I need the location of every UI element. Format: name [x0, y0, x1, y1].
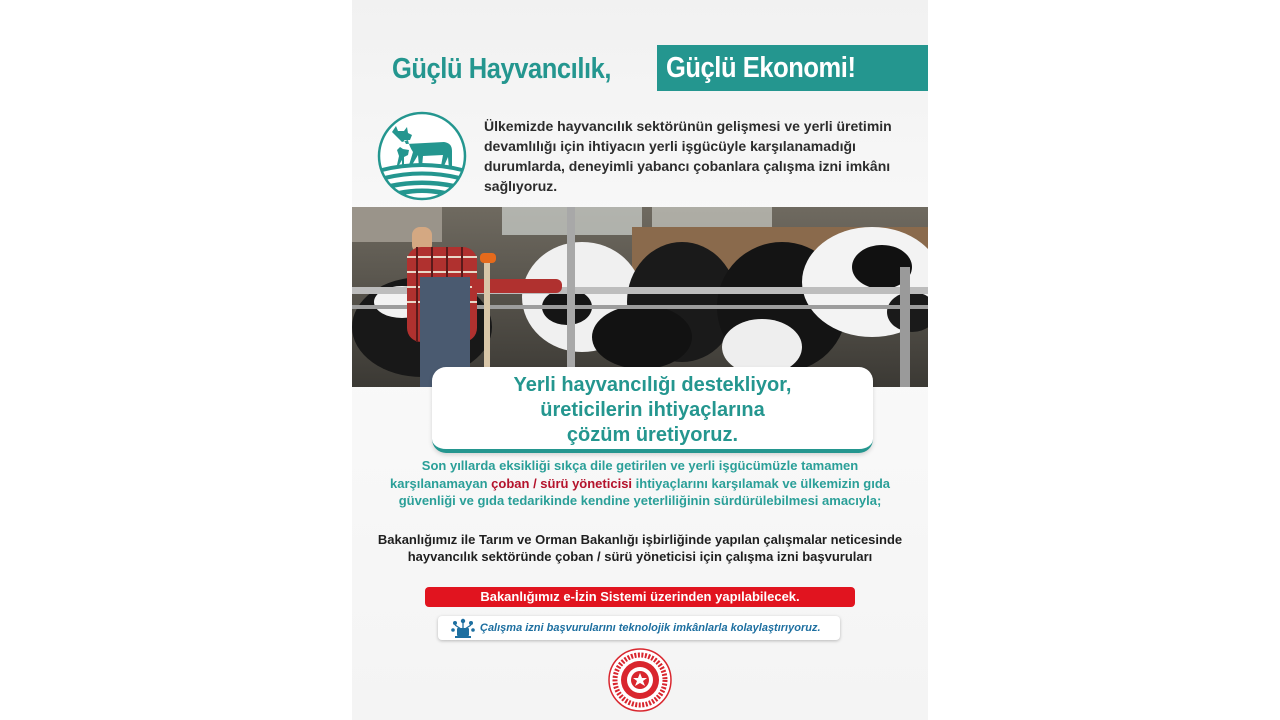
- ministry-seal-icon: [608, 648, 672, 712]
- dark-paragraph: Bakanlığımız ile Tarım ve Orman Bakanlığı işbirliğinde yapılan çalışmalar neticesinde hayvancılık sektöründe çoban / sürü yöneticisi için çalışma izni başvuruları: [377, 532, 903, 564]
- farmer-with-cows-photo: [352, 207, 928, 387]
- teal-paragraph-emphasis: çoban / sürü yöneticisi: [491, 475, 633, 491]
- tech-note: [438, 616, 840, 640]
- teal-paragraph-after: ihtiyaçlarını karşılamak ve ülkemizin gıda güvenliği ve gıda tedarikinde kendine yeterliliğinin sürdürülebilmesi amacıyla;: [398, 475, 890, 508]
- intro-text: Ülkemizde hayvancılık sektörünün gelişmesi ve yerli üretimin devamlılığı için ihtiyacın yerli işgücüyle karşılanamadığı durumlarda, deneyimli yabancı çobanlara çalışma izni imkânı sağlıyoruz.: [484, 118, 892, 194]
- e-izin-banner: Bakanlığımız e-İzin Sistemi üzerinden yapılabilecek.: [425, 587, 855, 607]
- callout-line-1: Yerli hayvancılığı destekliyor,: [513, 374, 792, 396]
- title-part1: Güçlü Hayvancılık,: [392, 53, 612, 85]
- teal-paragraph-before: Son yıllarda eksikliği sıkça dile getirilen ve yerli işgücümüzle tamamen karşılanamayan: [389, 458, 859, 491]
- cow-farm-logo-icon: [376, 110, 468, 202]
- callout-box: [432, 367, 873, 453]
- title-part2: Güçlü Ekonomi!: [666, 52, 856, 84]
- network-people-icon: [450, 616, 476, 640]
- title-highlight-box: [657, 45, 928, 91]
- callout-line-2: üreticilerin ihtiyaçlarına: [540, 399, 765, 421]
- poster: [352, 0, 928, 720]
- callout-line-3: çözüm üretiyoruz.: [566, 424, 739, 446]
- tech-note-text: Çalışma izni başvurularını teknolojik imkânlarla kolaylaştırıyoruz.: [480, 622, 821, 634]
- teal-paragraph: [376, 457, 904, 510]
